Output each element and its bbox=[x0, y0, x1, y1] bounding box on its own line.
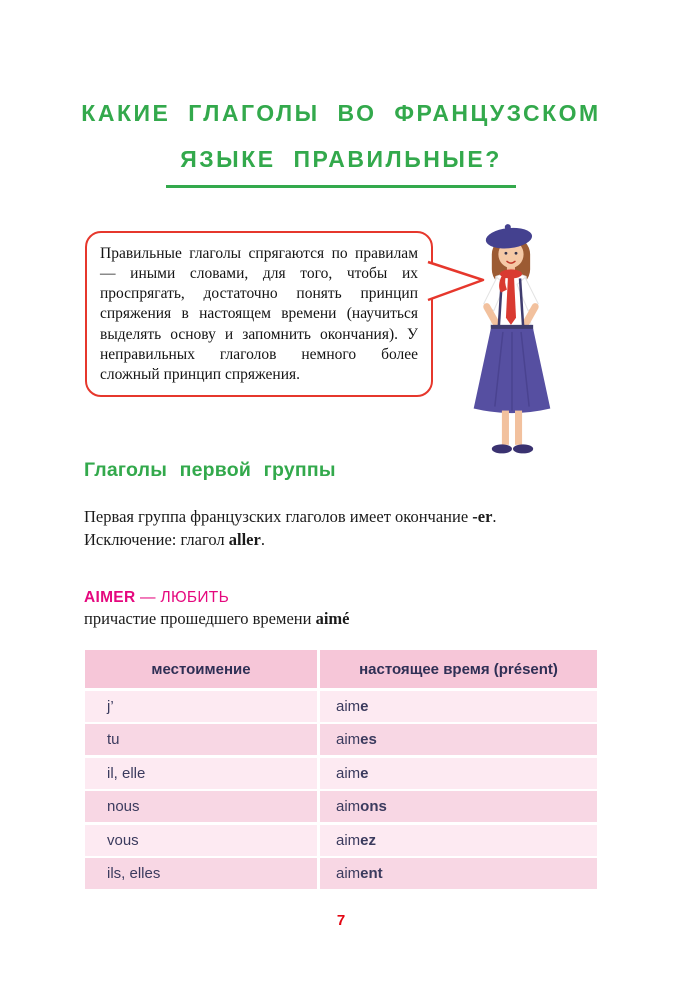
conjugation-table bbox=[85, 650, 597, 889]
page-title bbox=[0, 90, 682, 188]
speech-bubble-text: Правильные глаголы спрягаются по правилам — иными словами, для того, чтобы их проспрягать, достаточно понять принцип спряжения в настоящем времени (научиться выделять основу и запомнить окончания). У неправильных глаголов немного более сложный принцип спряжения. bbox=[100, 245, 418, 383]
verb-cell: aim es bbox=[320, 724, 597, 755]
table-row bbox=[85, 791, 597, 822]
table-row bbox=[85, 691, 597, 722]
verb-cell: aim e bbox=[320, 691, 597, 722]
verb-dash: — bbox=[135, 589, 161, 606]
table-header-pronoun: местоимение bbox=[85, 650, 320, 688]
verb-translation: ЛЮБИТЬ bbox=[160, 589, 230, 606]
participle-form: aimé bbox=[315, 609, 350, 628]
verb-cell: aim ons bbox=[320, 791, 597, 822]
verb-heading bbox=[84, 589, 229, 607]
table-row bbox=[85, 825, 597, 856]
participle-line: причастие прошедшего времени aimé bbox=[84, 609, 350, 628]
speech-bubble bbox=[85, 231, 433, 397]
pronoun-cell: ils, elles bbox=[85, 858, 320, 889]
pronoun-cell: il, elle bbox=[85, 758, 320, 789]
intro-paragraph bbox=[84, 505, 599, 552]
section-heading: Глаголы первой группы bbox=[84, 459, 336, 481]
intro-line-2: Исключение: глагол aller. bbox=[84, 530, 265, 550]
pronoun-cell: vous bbox=[85, 825, 320, 856]
table-row bbox=[85, 858, 597, 889]
pronoun-cell: nous bbox=[85, 791, 320, 822]
teacher-illustration bbox=[448, 221, 580, 463]
verb-cell: aim ent bbox=[320, 858, 597, 889]
table-row bbox=[85, 758, 597, 789]
table-header-present: настоящее время (présent) bbox=[320, 650, 597, 688]
pronoun-cell: tu bbox=[85, 724, 320, 755]
verb-name: AIMER bbox=[84, 589, 136, 606]
intro-line-1: Первая группа французских глаголов имеет окончание -er. bbox=[84, 507, 497, 526]
pronoun-cell: j’ bbox=[85, 691, 320, 722]
table-body bbox=[85, 691, 597, 890]
verb-cell: aim ez bbox=[320, 825, 597, 856]
verb-cell: aim e bbox=[320, 758, 597, 789]
page-title-line2: ЯЗЫКЕ ПРАВИЛЬНЫЕ? bbox=[166, 136, 516, 188]
table-header-row bbox=[85, 650, 597, 688]
page-title-line1: КАКИЕ ГЛАГОЛЫ ВО ФРАНЦУЗСКОМ bbox=[81, 100, 601, 126]
table-row bbox=[85, 724, 597, 755]
page-number: 7 bbox=[336, 912, 346, 929]
shoes bbox=[492, 444, 512, 453]
